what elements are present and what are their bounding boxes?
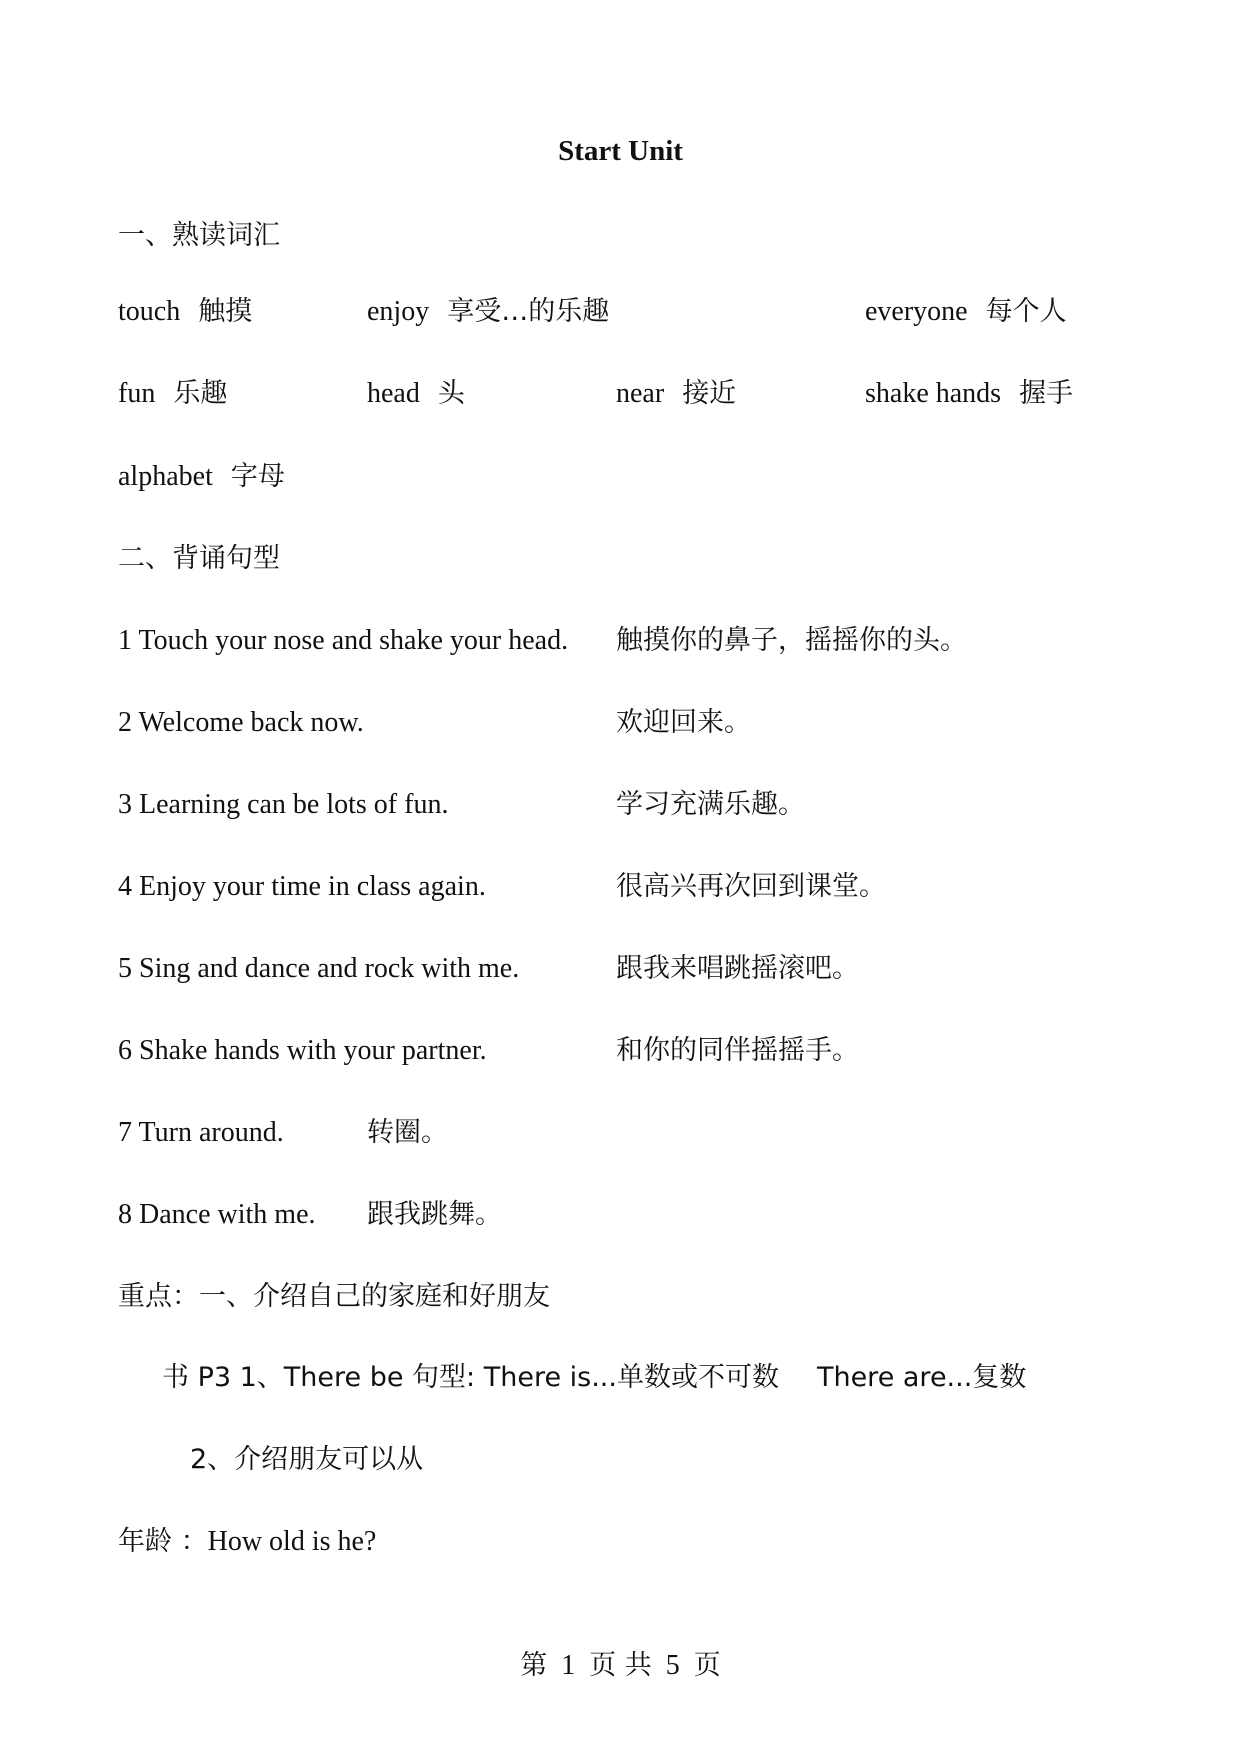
sentence-chinese: 学习充满乐趣。 — [616, 789, 805, 820]
sentence-english: 3 Learning can be lots of fun. — [118, 789, 449, 820]
age-label: 年龄 ： — [118, 1526, 208, 1557]
sentence-chinese: 触摸你的鼻子，摇摇你的头。 — [616, 625, 967, 656]
vocab-english: enjoy — [367, 296, 430, 327]
vocab-english: near — [616, 378, 665, 409]
sentence-english: 1 Touch your nose and shake your head. — [118, 625, 569, 656]
vocab-english: fun — [118, 378, 156, 409]
vocab-chinese: 每个人 — [985, 296, 1067, 327]
footer-middle: 页 共 — [589, 1650, 652, 1681]
sentence-chinese: 跟我跳舞。 — [367, 1199, 502, 1230]
footer-total-pages: 5 — [665, 1650, 680, 1681]
sentence-english: 6 Shake hands with your partner. — [118, 1035, 487, 1066]
sentence-chinese: 很高兴再次回到课堂。 — [616, 871, 886, 902]
vocab-item — [118, 463, 285, 491]
section-heading-sentence-patterns: 二、背诵句型 — [118, 543, 280, 574]
section-heading-vocabulary: 一、熟读词汇 — [118, 220, 280, 251]
sentence-english: 5 Sing and dance and rock with me. — [118, 953, 520, 984]
key-points-heading: 重点：一、介绍自己的家庭和好朋友 — [118, 1281, 550, 1312]
there-be-plural-text: There are...复数 — [816, 1362, 1027, 1393]
page-title: Start Unit — [558, 135, 683, 167]
sentence-chinese: 欢迎回来。 — [616, 707, 751, 738]
there-be-pattern-text: 书 P3 1、There be 句型: There is...单数或不可数 — [162, 1362, 779, 1393]
vocab-item — [118, 380, 227, 408]
vocab-chinese: 握手 — [1019, 378, 1074, 409]
vocab-english: head — [367, 378, 420, 409]
vocab-english: shake hands — [865, 378, 1002, 409]
vocab-chinese: 享受…的乐趣 — [447, 296, 610, 327]
introduce-friend-point: 2、介绍朋友可以从 — [190, 1444, 424, 1475]
sentence-chinese: 和你的同伴摇摇手。 — [616, 1035, 859, 1066]
vocab-item — [367, 380, 465, 408]
sentence-english: 4 Enjoy your time in class again. — [118, 871, 486, 902]
page-footer — [0, 1652, 1241, 1680]
sentence-chinese: 跟我来唱跳摇滚吧。 — [616, 953, 859, 984]
footer-prefix: 第 — [520, 1650, 548, 1681]
sentence-chinese: 转圈。 — [367, 1117, 448, 1148]
footer-suffix: 页 — [693, 1650, 721, 1681]
vocab-chinese: 接近 — [682, 378, 737, 409]
vocab-item — [118, 298, 252, 326]
vocab-item — [367, 298, 609, 326]
there-be-pattern-line — [162, 1364, 1026, 1392]
vocab-item — [616, 380, 736, 408]
sentence-english: 2 Welcome back now. — [118, 707, 364, 738]
vocab-item — [865, 380, 1073, 408]
vocab-chinese: 触摸 — [198, 296, 253, 327]
vocab-chinese: 乐趣 — [173, 378, 228, 409]
age-question-line — [118, 1528, 376, 1556]
vocab-english: touch — [118, 296, 181, 327]
vocab-chinese: 字母 — [230, 461, 285, 492]
sentence-english: 7 Turn around. — [118, 1117, 284, 1148]
vocab-english: alphabet — [118, 461, 213, 492]
vocab-chinese: 头 — [437, 378, 465, 409]
sentence-english: 8 Dance with me. — [118, 1199, 316, 1230]
footer-page-number: 1 — [561, 1650, 576, 1681]
vocab-item — [865, 298, 1067, 326]
vocab-english: everyone — [865, 296, 968, 327]
age-question: How old is he? — [207, 1526, 377, 1557]
